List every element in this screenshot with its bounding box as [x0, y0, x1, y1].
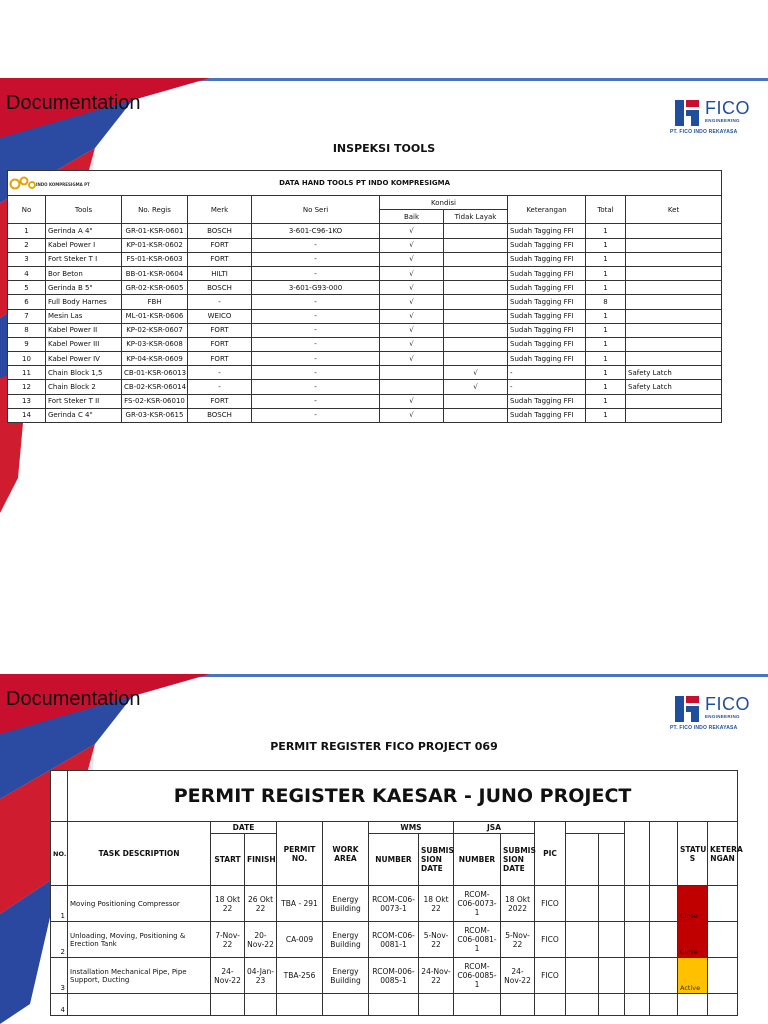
cell-empty: [650, 994, 678, 1016]
table-title-row: [8, 171, 722, 196]
col-tools: Tools: [46, 196, 122, 224]
cell-ket: [626, 352, 722, 366]
cell-seri: -: [252, 252, 380, 266]
cell-baik: √: [380, 309, 444, 323]
col-date: DATE: [211, 822, 277, 834]
cell-empty: [708, 922, 738, 958]
cell-ket: [626, 281, 722, 295]
cell-baik: [380, 380, 444, 394]
section-heading: INSPEKSI TOOLS: [332, 142, 436, 155]
cell-no: 5: [8, 281, 46, 295]
cell-merk: FORT: [188, 352, 252, 366]
cell-tidak-layak: √: [444, 366, 508, 380]
col-pic: PIC: [535, 822, 566, 886]
cell-status: Close: [678, 922, 708, 958]
hand-tools-table: [7, 170, 722, 423]
col-jsa-date: SUBMIS SION DATE: [501, 834, 535, 886]
cell-empty: [625, 994, 650, 1016]
cell-baik: √: [380, 238, 444, 252]
cell-jsa-no: RCOM-C06-0081-1: [454, 922, 501, 958]
cell-total: 1: [586, 224, 626, 238]
cell-no: 8: [8, 323, 46, 337]
cell-merk: BOSCH: [188, 224, 252, 238]
cell-no: 10: [8, 352, 46, 366]
cell-tidak-layak: [444, 252, 508, 266]
table-row: [8, 408, 722, 422]
cell-regis: ML-01-KSR-0606: [122, 309, 188, 323]
col-no: NO.: [51, 822, 68, 886]
cell-tools: Full Body Harnes: [46, 295, 122, 309]
cell-tools: Gerinda A 4": [46, 224, 122, 238]
cell-jsa-date: 18 Okt 2022: [501, 886, 535, 922]
table-row: [8, 380, 722, 394]
cell-keterangan: Sudah Tagging FFI: [508, 224, 586, 238]
cell-merk: BOSCH: [188, 281, 252, 295]
cell-merk: BOSCH: [188, 408, 252, 422]
cell-regis: FBH: [122, 295, 188, 309]
cell-finish: 26 Okt 22: [245, 886, 277, 922]
cell-tools: Chain Block 2: [46, 380, 122, 394]
col-start: START: [211, 834, 245, 886]
brand-label: INDO KOMPRESIGMA PT: [36, 182, 90, 187]
cell-finish: 20-Nov-22: [245, 922, 277, 958]
cell-no: 14: [8, 408, 46, 422]
cell-baik: √: [380, 266, 444, 280]
cell-jsa-no: RCOM-C06-0073-1: [454, 886, 501, 922]
cell-keterangan: Sudah Tagging FFI: [508, 408, 586, 422]
cell-permit: TBA - 291: [277, 886, 323, 922]
cell-merk: FORT: [188, 252, 252, 266]
cell-regis: CB-02-KSR-06014: [122, 380, 188, 394]
cell-no: 4: [8, 266, 46, 280]
cell-empty: [708, 958, 738, 994]
cell-regis: GR-03-KSR-0615: [122, 408, 188, 422]
cell-regis: CB-01-KSR-06013: [122, 366, 188, 380]
col-keterangan: Keterangan: [508, 196, 586, 224]
cell-baik: √: [380, 352, 444, 366]
cell-empty: [566, 958, 599, 994]
col-seri: No Seri: [252, 196, 380, 224]
fico-logo-icon: [675, 100, 699, 126]
cell-seri: -: [252, 380, 380, 394]
cell-ket: [626, 295, 722, 309]
slide-title: Documentation: [6, 92, 141, 114]
permit-title-row: [51, 771, 738, 822]
cell-tools: Gerinda C 4": [46, 408, 122, 422]
cell-task: Unloading, Moving, Positioning & Erection Tank: [68, 922, 211, 958]
table-title: DATA HAND TOOLS PT INDO KOMPRESIGMA: [279, 179, 450, 187]
cell-tidak-layak: [444, 266, 508, 280]
cell-merk: FORT: [188, 394, 252, 408]
cell-empty: [625, 958, 650, 994]
table-row: [8, 352, 722, 366]
cell-total: 1: [586, 352, 626, 366]
col-tidak-layak: Tidak Layak: [444, 210, 508, 224]
table-row: [8, 323, 722, 337]
cell-no: 1: [8, 224, 46, 238]
table-row: [8, 366, 722, 380]
table-row: [8, 394, 722, 408]
cell-regis: KP-03-KSR-0608: [122, 337, 188, 351]
cell-seri: -: [252, 266, 380, 280]
cell-ket: [626, 394, 722, 408]
cell-pic: FICO: [535, 922, 566, 958]
cell-no: 2: [51, 922, 68, 958]
cell-seri: 3-601-G93-000: [252, 281, 380, 295]
cell-task: [68, 994, 211, 1016]
table-row: [8, 337, 722, 351]
cell-regis: KP-01-KSR-0602: [122, 238, 188, 252]
col-merk: Merk: [188, 196, 252, 224]
cell-total: 1: [586, 337, 626, 351]
cell-tools: Fort Steker T I: [46, 252, 122, 266]
cell-no: 6: [8, 295, 46, 309]
cell-no: 9: [8, 337, 46, 351]
cell-regis: BB-01-KSR-0604: [122, 266, 188, 280]
fico-logo: [670, 98, 755, 140]
cell-tools: Kabel Power II: [46, 323, 122, 337]
col-task: TASK DESCRIPTION: [68, 822, 211, 886]
cell-tools: Kabel Power IV: [46, 352, 122, 366]
table-row: [8, 295, 722, 309]
cell-empty: [566, 886, 599, 922]
cell-seri: -: [252, 408, 380, 422]
cell-empty: [599, 958, 625, 994]
header-row: [8, 196, 722, 210]
cell-empty: [650, 886, 678, 922]
logo-tagline: PT. FICO INDO REKAYASA: [670, 129, 738, 135]
cell-ket: [626, 337, 722, 351]
cell-total: 8: [586, 295, 626, 309]
cell-area: Energy Building: [323, 886, 369, 922]
cell-tools: Kabel Power I: [46, 238, 122, 252]
cell-tidak-layak: [444, 295, 508, 309]
cell-seri: -: [252, 394, 380, 408]
cell-empty: [650, 922, 678, 958]
cell-total: 1: [586, 309, 626, 323]
cell-merk: FORT: [188, 337, 252, 351]
cell-tools: Chain Block 1,5: [46, 366, 122, 380]
cell-ket: [626, 408, 722, 422]
table-row: [8, 266, 722, 280]
col-regis: No. Regis: [122, 196, 188, 224]
cell-merk: WEICO: [188, 309, 252, 323]
cell-tidak-layak: [444, 224, 508, 238]
cell-no: 3: [8, 252, 46, 266]
table-row: [8, 224, 722, 238]
cell-regis: FS-01-KSR-0603: [122, 252, 188, 266]
col-ket: Ket: [626, 196, 722, 224]
cell-tidak-layak: [444, 309, 508, 323]
cell-start: 7-Nov-22: [211, 922, 245, 958]
cell-empty: [708, 994, 738, 1016]
tools-table-body: [8, 224, 722, 423]
cell-ket: [626, 224, 722, 238]
cell-jsa-date: 5-Nov-22: [501, 922, 535, 958]
cell-tools: Fort Steker T II: [46, 394, 122, 408]
cell-total: 1: [586, 252, 626, 266]
cell-task: Installation Mechanical Pipe, Pipe Support, Ducting: [68, 958, 211, 994]
cell-ket: [626, 238, 722, 252]
cell-wms-no: RCOM-C06-0073-1: [369, 886, 419, 922]
cell-empty: [625, 922, 650, 958]
cell-jsa-date: 24-Nov-22: [501, 958, 535, 994]
slide-title: Documentation: [6, 688, 141, 710]
cell-tidak-layak: [444, 408, 508, 422]
cell-permit: [277, 994, 323, 1016]
cell-keterangan: Sudah Tagging FFI: [508, 281, 586, 295]
cell-baik: √: [380, 337, 444, 351]
cell-wms-no: RCOM-C06-0081-1: [369, 922, 419, 958]
cell-total: 1: [586, 266, 626, 280]
logo-tagline: PT. FICO INDO REKAYASA: [670, 725, 738, 731]
cell-keterangan: -: [508, 366, 586, 380]
cell-merk: -: [188, 295, 252, 309]
cell-jsa-no: RCOM-C06-0085-1: [454, 958, 501, 994]
cell-no: 1: [51, 886, 68, 922]
cell-total: 1: [586, 366, 626, 380]
cell-ket: [626, 309, 722, 323]
permit-table-title: PERMIT REGISTER KAESAR - JUNO PROJECT: [68, 771, 738, 822]
cell-status: [678, 994, 708, 1016]
cell-area: Energy Building: [323, 922, 369, 958]
cell-wms-date: 24-Nov-22: [419, 958, 454, 994]
table-row: [51, 994, 738, 1016]
cell-merk: -: [188, 366, 252, 380]
col-jsa: JSA: [454, 822, 535, 834]
cell-empty: [599, 922, 625, 958]
cell-no: 4: [51, 994, 68, 1016]
cell-keterangan: Sudah Tagging FFI: [508, 252, 586, 266]
cell-status: Active: [678, 958, 708, 994]
cell-wms-no: [369, 994, 419, 1016]
table-row: [8, 309, 722, 323]
permit-header-row: [51, 822, 738, 834]
cell-finish: 04-Jan-23: [245, 958, 277, 994]
cell-no: 11: [8, 366, 46, 380]
permit-table-body: [51, 886, 738, 1016]
cell-tidak-layak: [444, 394, 508, 408]
cell-no: 2: [8, 238, 46, 252]
cell-pic: [535, 994, 566, 1016]
cell-merk: -: [188, 380, 252, 394]
cell-baik: [380, 366, 444, 380]
fico-logo: [670, 694, 755, 736]
cell-empty: [599, 886, 625, 922]
cell-empty: [650, 958, 678, 994]
cell-wms-date: 5-Nov-22: [419, 922, 454, 958]
cell-area: [323, 994, 369, 1016]
cell-tidak-layak: [444, 323, 508, 337]
cell-tidak-layak: [444, 352, 508, 366]
logo-sub: ENGINEERING: [705, 118, 740, 123]
slide-inspeksi-tools: [0, 78, 768, 513]
cell-keterangan: Sudah Tagging FFI: [508, 352, 586, 366]
cell-keterangan: Sudah Tagging FFI: [508, 238, 586, 252]
cell-wms-date: [419, 994, 454, 1016]
cell-empty: [625, 886, 650, 922]
cell-keterangan: -: [508, 380, 586, 394]
cell-merk: FORT: [188, 323, 252, 337]
cell-pic: FICO: [535, 886, 566, 922]
table-row: [8, 252, 722, 266]
cell-merk: HILTI: [188, 266, 252, 280]
cell-no: 3: [51, 958, 68, 994]
cell-jsa-no: [454, 994, 501, 1016]
cell-keterangan: Sudah Tagging FFI: [508, 337, 586, 351]
cell-tools: Kabel Power III: [46, 337, 122, 351]
cell-tidak-layak: √: [444, 380, 508, 394]
col-total: Total: [586, 196, 626, 224]
cell-tidak-layak: [444, 337, 508, 351]
cell-seri: -: [252, 238, 380, 252]
slide-permit-register: [0, 674, 768, 1024]
cell-empty: [708, 886, 738, 922]
cell-tools: Bor Beton: [46, 266, 122, 280]
cell-keterangan: Sudah Tagging FFI: [508, 309, 586, 323]
cell-keterangan: Sudah Tagging FFI: [508, 394, 586, 408]
cell-ket: [626, 323, 722, 337]
cell-baik: √: [380, 252, 444, 266]
cell-tools: Mesin Las: [46, 309, 122, 323]
col-status: STATU S: [678, 822, 708, 886]
cell-seri: -: [252, 295, 380, 309]
cell-tools: Gerinda B 5": [46, 281, 122, 295]
table-row: [8, 238, 722, 252]
cell-regis: KP-02-KSR-0607: [122, 323, 188, 337]
cell-keterangan: Sudah Tagging FFI: [508, 295, 586, 309]
cell-baik: √: [380, 408, 444, 422]
col-finish: FINISH: [245, 834, 277, 886]
cell-no: 13: [8, 394, 46, 408]
cell-regis: GR-02-KSR-0605: [122, 281, 188, 295]
fico-logo-icon: [675, 696, 699, 722]
cell-seri: -: [252, 309, 380, 323]
col-wms-date: SUBMIS SION DATE: [419, 834, 454, 886]
cell-status: Close: [678, 886, 708, 922]
col-no: No: [8, 196, 46, 224]
cell-seri: -: [252, 352, 380, 366]
cell-baik: √: [380, 295, 444, 309]
cell-tidak-layak: [444, 238, 508, 252]
cell-empty: [566, 994, 599, 1016]
cell-total: 1: [586, 281, 626, 295]
logo-name: FICO: [705, 98, 750, 118]
cell-baik: √: [380, 224, 444, 238]
cell-jsa-date: [501, 994, 535, 1016]
cell-tidak-layak: [444, 281, 508, 295]
col-kondisi: Kondisi: [380, 196, 508, 210]
cell-keterangan: Sudah Tagging FFI: [508, 323, 586, 337]
cell-start: 18 Okt 22: [211, 886, 245, 922]
col-area: WORK AREA: [323, 822, 369, 886]
cell-merk: FORT: [188, 238, 252, 252]
cell-ket: [626, 252, 722, 266]
cell-empty: [566, 922, 599, 958]
cell-ket: Safety Latch: [626, 366, 722, 380]
cell-baik: √: [380, 394, 444, 408]
col-wms-number: NUMBER: [369, 834, 419, 886]
table-row: [51, 922, 738, 958]
cell-regis: KP-04-KSR-0609: [122, 352, 188, 366]
cell-wms-no: RCOM-006-0085-1: [369, 958, 419, 994]
col-jsa-number: NUMBER: [454, 834, 501, 886]
cell-start: 24-Nov-22: [211, 958, 245, 994]
cell-area: Energy Building: [323, 958, 369, 994]
cell-permit: CA-009: [277, 922, 323, 958]
col-permit: PERMIT NO.: [277, 822, 323, 886]
cell-total: 1: [586, 323, 626, 337]
cell-total: 1: [586, 238, 626, 252]
cell-pic: FICO: [535, 958, 566, 994]
cell-permit: TBA-256: [277, 958, 323, 994]
logo-sub: ENGINEERING: [705, 714, 740, 719]
cell-seri: -: [252, 366, 380, 380]
cell-no: 7: [8, 309, 46, 323]
cell-ket: Safety Latch: [626, 380, 722, 394]
cell-wms-date: 18 Okt 22: [419, 886, 454, 922]
cell-total: 1: [586, 408, 626, 422]
cell-finish: [245, 994, 277, 1016]
cell-empty: [599, 994, 625, 1016]
cell-seri: -: [252, 323, 380, 337]
col-keterangan: KETERA NGAN: [708, 822, 738, 886]
section-heading: PERMIT REGISTER FICO PROJECT 069: [270, 740, 498, 753]
logo-name: FICO: [705, 694, 750, 714]
col-baik: Baik: [380, 210, 444, 224]
cell-total: 1: [586, 394, 626, 408]
col-wms: WMS: [369, 822, 454, 834]
table-row: [51, 886, 738, 922]
cell-seri: 3-601-C96-1KO: [252, 224, 380, 238]
table-row: [51, 958, 738, 994]
cell-task: Moving Positioning Compressor: [68, 886, 211, 922]
cell-keterangan: Sudah Tagging FFI: [508, 266, 586, 280]
cell-ket: [626, 266, 722, 280]
table-row: [8, 281, 722, 295]
cell-total: 1: [586, 380, 626, 394]
cell-regis: GR-01-KSR-0601: [122, 224, 188, 238]
cell-no: 12: [8, 380, 46, 394]
cell-regis: FS-02-KSR-06010: [122, 394, 188, 408]
cell-baik: √: [380, 281, 444, 295]
cell-baik: √: [380, 323, 444, 337]
cell-start: [211, 994, 245, 1016]
permit-register-table: [50, 770, 743, 1016]
cell-seri: -: [252, 337, 380, 351]
